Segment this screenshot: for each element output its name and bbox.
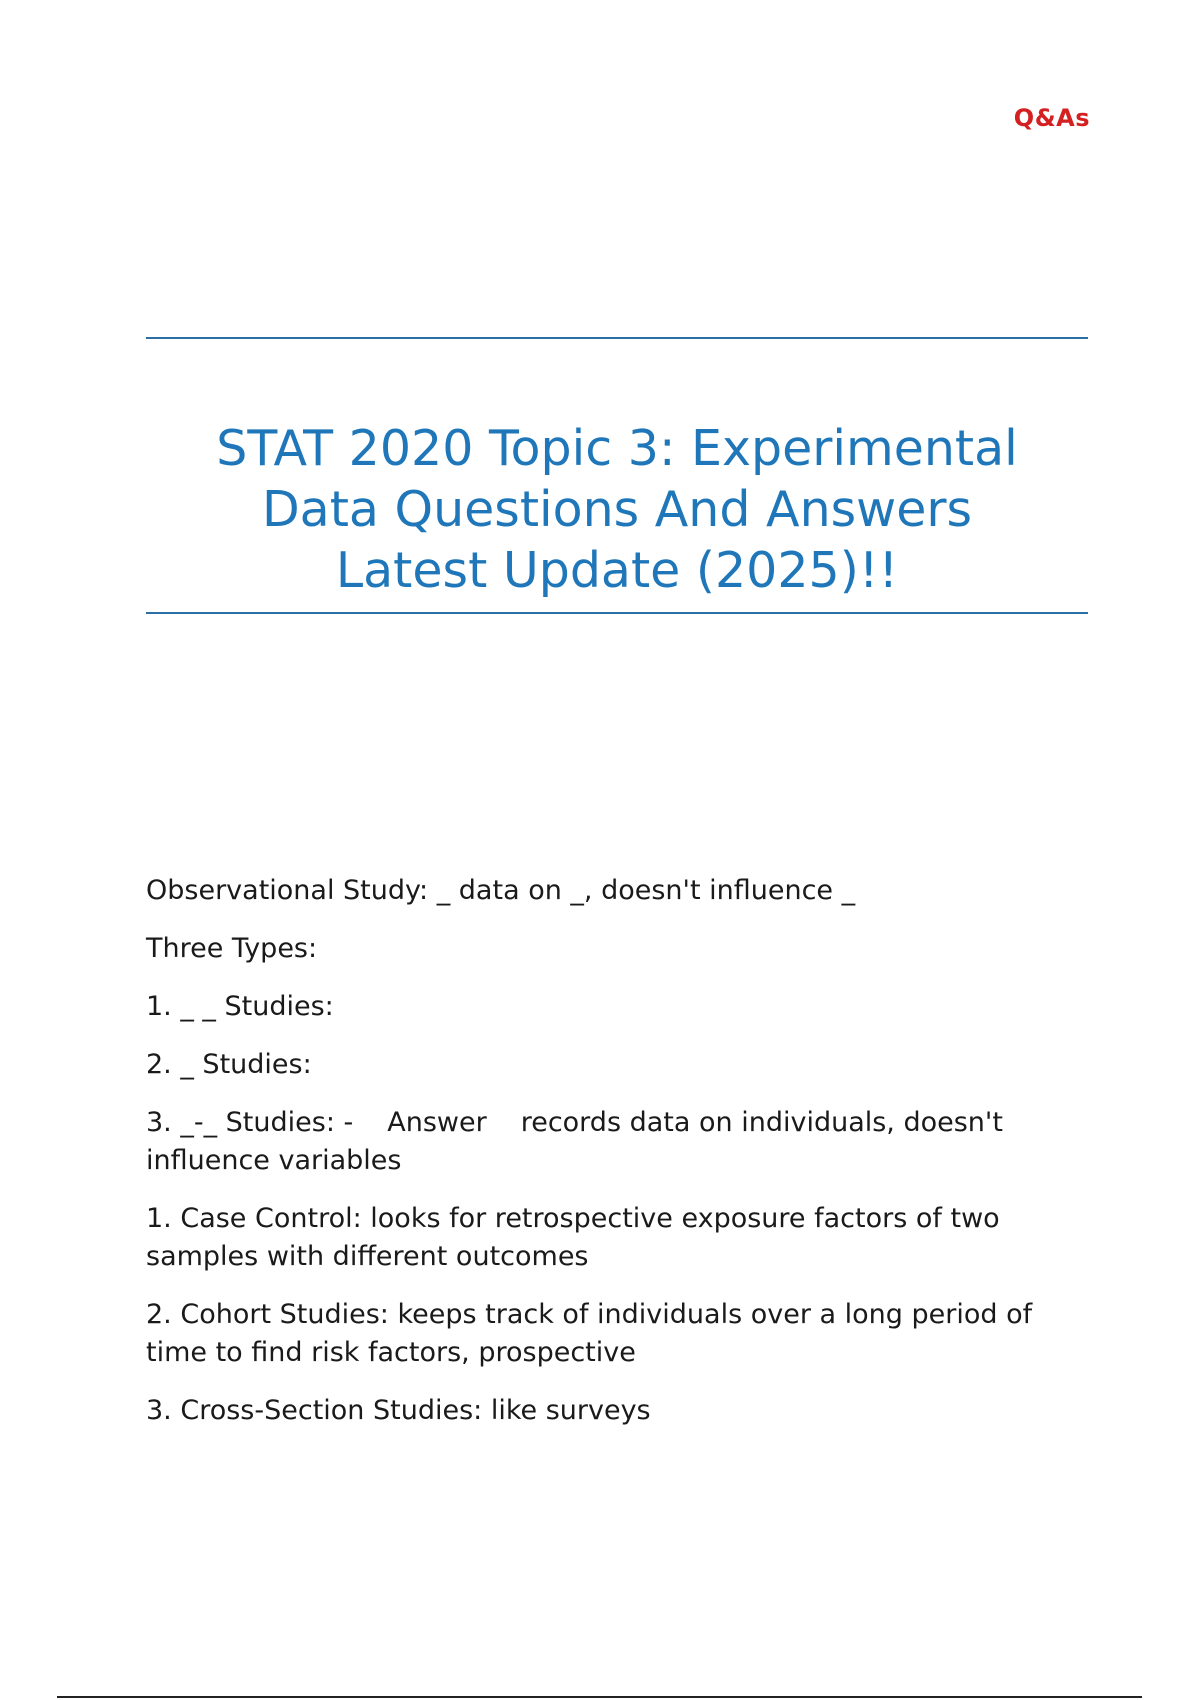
question-type-3: 3. _-_ Studies: - (146, 1107, 354, 1138)
question-type-1: 1. _ _ Studies: (146, 991, 334, 1022)
answer-label: Answer (387, 1107, 487, 1138)
title-bottom-rule (146, 612, 1088, 614)
question-type-2: 2. _ Studies: (146, 1049, 312, 1080)
answer-cross-section-studies: 3. Cross-Section Studies: like surveys (146, 1395, 651, 1426)
answer-cohort-studies: 2. Cohort Studies: keeps track of individuals over a long period of time to find risk factors, prospective (146, 1299, 1033, 1368)
qa-badge: Q&As (1013, 104, 1090, 132)
question-type-3-with-answer (146, 1104, 1086, 1180)
question-three-types: Three Types: (146, 933, 318, 964)
title-line-2: Data Questions And Answers (261, 481, 973, 538)
document-title (146, 418, 1088, 601)
answer-text: records data on individuals, doesn't influence variables (146, 1107, 1003, 1176)
question-observational-study: Observational Study: _ data on _, doesn't influence _ (146, 875, 856, 906)
answer-case-control: 1. Case Control: looks for retrospective exposure factors of two samples with different outcomes (146, 1203, 1000, 1272)
title-line-1: STAT 2020 Topic 3: Experimental (216, 420, 1018, 477)
footer-rule (57, 1696, 1142, 1698)
title-line-3: Latest Update (2025)!! (335, 542, 899, 599)
qa-content (146, 872, 1086, 1450)
title-top-rule (146, 337, 1088, 339)
